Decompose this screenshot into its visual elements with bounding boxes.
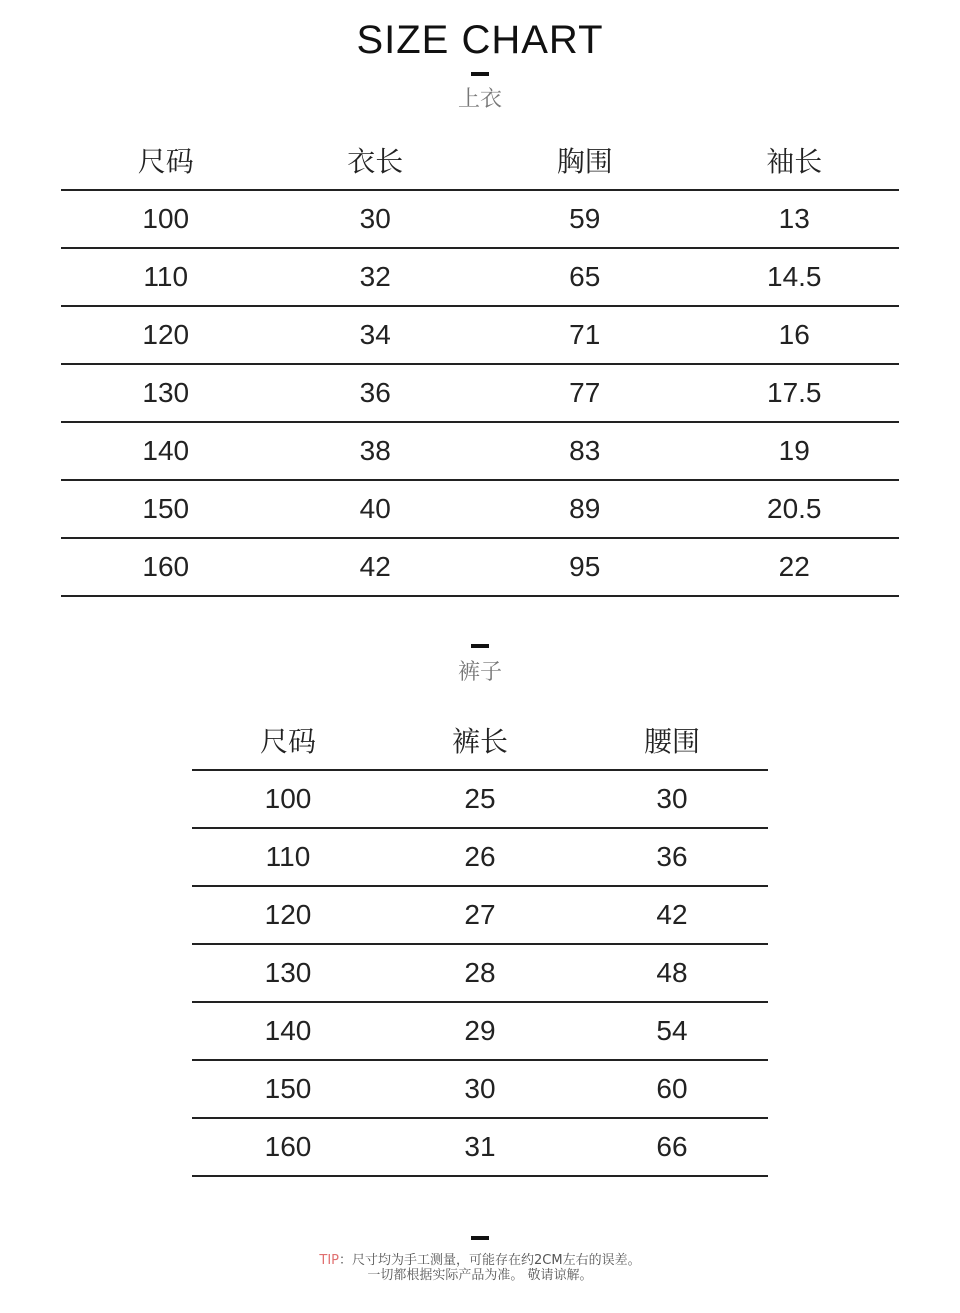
cell-length: 40 bbox=[271, 480, 481, 538]
cell-chest: 83 bbox=[480, 422, 690, 480]
cell-length: 34 bbox=[271, 306, 481, 364]
cell-waist: 36 bbox=[576, 828, 768, 886]
page-title: SIZE CHART bbox=[356, 18, 604, 62]
cell-chest: 77 bbox=[480, 364, 690, 422]
cell-size: 130 bbox=[192, 944, 384, 1002]
table-row bbox=[192, 770, 768, 828]
cell-waist: 66 bbox=[576, 1118, 768, 1176]
cell-sleeve: 19 bbox=[690, 422, 900, 480]
cell-pants-length: 25 bbox=[384, 770, 576, 828]
cell-waist: 48 bbox=[576, 944, 768, 1002]
table-row bbox=[192, 1060, 768, 1118]
tip-text-1: ：尺寸均为手工测量，可能存在约2CM左右的误差。 bbox=[339, 1253, 641, 1268]
pants-dash-divider bbox=[471, 644, 489, 648]
cell-size: 160 bbox=[192, 1118, 384, 1176]
cell-size: 150 bbox=[61, 480, 271, 538]
cell-waist: 30 bbox=[576, 770, 768, 828]
cell-chest: 59 bbox=[480, 190, 690, 248]
header-chest: 胸围 bbox=[480, 131, 690, 190]
cell-chest: 89 bbox=[480, 480, 690, 538]
table-row bbox=[61, 190, 899, 248]
cell-sleeve: 13 bbox=[690, 190, 900, 248]
tip-dash-divider bbox=[471, 1236, 489, 1240]
header-sleeve: 袖长 bbox=[690, 131, 900, 190]
cell-sleeve: 17.5 bbox=[690, 364, 900, 422]
cell-sleeve: 14.5 bbox=[690, 248, 900, 306]
header-waist: 腰围 bbox=[576, 711, 768, 770]
cell-length: 30 bbox=[271, 190, 481, 248]
cell-pants-length: 27 bbox=[384, 886, 576, 944]
cell-pants-length: 26 bbox=[384, 828, 576, 886]
cell-length: 32 bbox=[271, 248, 481, 306]
cell-chest: 95 bbox=[480, 538, 690, 596]
cell-chest: 65 bbox=[480, 248, 690, 306]
cell-sleeve: 16 bbox=[690, 306, 900, 364]
header-pants-length: 裤长 bbox=[384, 711, 576, 770]
table-row bbox=[192, 886, 768, 944]
tip-note bbox=[0, 1253, 960, 1283]
table-header-row bbox=[192, 711, 768, 770]
table-row bbox=[192, 944, 768, 1002]
cell-length: 38 bbox=[271, 422, 481, 480]
cell-size: 140 bbox=[61, 422, 271, 480]
cell-sleeve: 22 bbox=[690, 538, 900, 596]
cell-pants-length: 28 bbox=[384, 944, 576, 1002]
cell-sleeve: 20.5 bbox=[690, 480, 900, 538]
cell-size: 100 bbox=[192, 770, 384, 828]
cell-size: 110 bbox=[192, 828, 384, 886]
tip-line-2: 一切都根据实际产品为准。 敬请谅解。 bbox=[367, 1268, 593, 1283]
cell-waist: 54 bbox=[576, 1002, 768, 1060]
cell-waist: 42 bbox=[576, 886, 768, 944]
table-row bbox=[61, 480, 899, 538]
header-length: 衣长 bbox=[271, 131, 481, 190]
cell-pants-length: 29 bbox=[384, 1002, 576, 1060]
table-row bbox=[192, 1118, 768, 1176]
table-row bbox=[61, 364, 899, 422]
cell-size: 130 bbox=[61, 364, 271, 422]
table-row bbox=[61, 538, 899, 596]
table-header-row bbox=[61, 131, 899, 190]
table-row bbox=[61, 248, 899, 306]
cell-length: 36 bbox=[271, 364, 481, 422]
cell-size: 100 bbox=[61, 190, 271, 248]
pants-size-table bbox=[192, 711, 768, 1177]
table-row bbox=[192, 1002, 768, 1060]
cell-size: 120 bbox=[61, 306, 271, 364]
header-size: 尺码 bbox=[61, 131, 271, 190]
cell-size: 150 bbox=[192, 1060, 384, 1118]
pants-section-label: 裤子 bbox=[457, 660, 502, 685]
cell-waist: 60 bbox=[576, 1060, 768, 1118]
table-row bbox=[192, 828, 768, 886]
tops-section-label: 上衣 bbox=[457, 87, 502, 112]
tip-label: TIP bbox=[319, 1253, 340, 1268]
cell-length: 42 bbox=[271, 538, 481, 596]
cell-size: 160 bbox=[61, 538, 271, 596]
cell-size: 140 bbox=[192, 1002, 384, 1060]
header-size: 尺码 bbox=[192, 711, 384, 770]
cell-size: 120 bbox=[192, 886, 384, 944]
table-row bbox=[61, 306, 899, 364]
table-row bbox=[61, 422, 899, 480]
title-dash-divider bbox=[471, 72, 489, 76]
cell-size: 110 bbox=[61, 248, 271, 306]
tops-size-table bbox=[61, 131, 899, 597]
cell-pants-length: 30 bbox=[384, 1060, 576, 1118]
cell-chest: 71 bbox=[480, 306, 690, 364]
cell-pants-length: 31 bbox=[384, 1118, 576, 1176]
tip-line-1 bbox=[0, 1253, 960, 1268]
